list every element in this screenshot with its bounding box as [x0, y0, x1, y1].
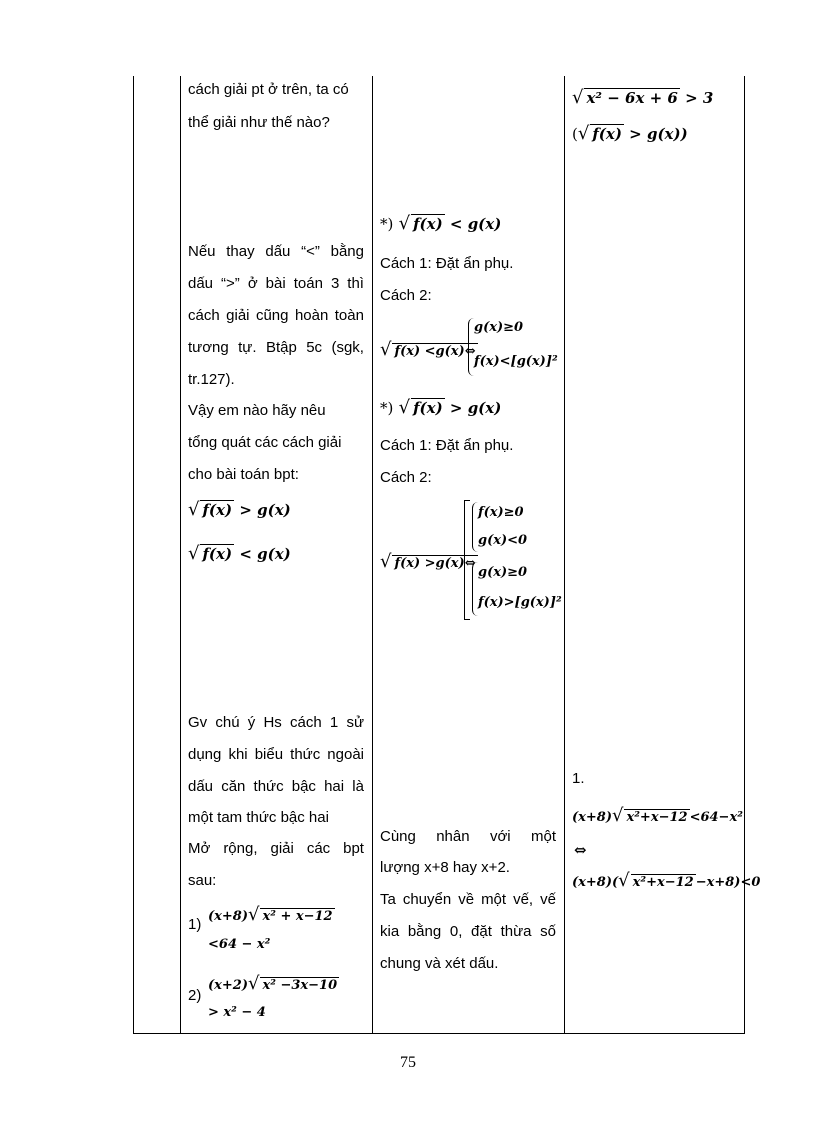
text-line: cách giải cũng hoàn toàn	[188, 307, 364, 324]
inequality-formula: √ f(x) > g(x)	[188, 499, 291, 520]
text-line: Cách 2:	[380, 287, 432, 304]
system-condition: f(x)<[g(x)]²	[474, 354, 558, 369]
column-divider-3	[564, 76, 565, 1034]
text-line: cách giải pt ở trên, ta có	[188, 81, 349, 98]
text-line: dấu căn thức bậc hai là	[188, 778, 364, 795]
exercise-formula: > x² − 4	[208, 1005, 266, 1020]
text-line: Cách 2:	[380, 469, 432, 486]
text-line: Gv chú ý Hs cách 1 sử	[188, 714, 364, 731]
text-line: cho bài toán bpt:	[188, 466, 299, 483]
board-formula: √ x² − 6x + 6 > 3	[572, 87, 714, 108]
equivalence-symbol: ⇔	[574, 841, 587, 859]
text-line: sau:	[188, 872, 217, 889]
text-line: thể giải như thế nào?	[188, 114, 330, 131]
text-line: tr.127).	[188, 371, 235, 388]
text-line: chung và xét dấu.	[380, 955, 499, 972]
system-formula: √ f(x) >g(x)⇔	[380, 551, 476, 572]
system-condition: g(x)≥0	[478, 565, 528, 580]
text-line: Mở rộng, giải các bpt	[188, 840, 364, 857]
exercise-formula: <64 − x²	[208, 937, 271, 952]
table-border-bottom	[133, 1033, 745, 1034]
text-line: Cách 1: Đặt ẩn phụ.	[380, 437, 514, 454]
exercise-number: 1)	[188, 916, 202, 933]
column-divider-2	[372, 76, 373, 1034]
board-formula: (x+8)(√ x²+x−12 −x+8)<0	[572, 870, 761, 891]
exercise-number: 2)	[188, 987, 202, 1004]
system-bracket	[464, 500, 470, 620]
text-line: dụng khi biểu thức ngoài	[188, 746, 364, 763]
text-line: kia bằng 0, đặt thừa số	[380, 923, 556, 940]
exercise-formula: (x+8)√ x² + x−12	[208, 904, 333, 925]
system-condition: f(x)>[g(x)]²	[478, 595, 562, 610]
text-line: tổng quát các cách giải	[188, 434, 342, 451]
case-formula: *) √ f(x) < g(x)	[380, 213, 502, 234]
exercise-formula: (x+2)√ x² −3x−10	[208, 973, 338, 994]
system-formula: √ f(x) <g(x)⇔	[380, 339, 476, 360]
text-line: một tam thức bậc hai	[188, 809, 329, 826]
text-line: lượng x+8 hay x+2.	[380, 859, 510, 876]
text-line: tương tự. Btập 5c (sgk,	[188, 339, 364, 356]
text-line: Nếu thay dấu “<” bằng	[188, 243, 364, 260]
text-line: 1.	[572, 770, 585, 787]
table-border-left	[133, 76, 134, 1034]
text-line: Vậy em nào hãy nêu	[188, 402, 326, 419]
system-condition: f(x)≥0	[478, 505, 524, 520]
system-condition: g(x)<0	[478, 533, 528, 548]
board-formula: (x+8)√ x²+x−12 <64−x²	[572, 805, 743, 826]
inequality-formula: √ f(x) < g(x)	[188, 543, 291, 564]
case-formula: *) √ f(x) > g(x)	[380, 397, 502, 418]
system-condition: g(x)≥0	[474, 320, 524, 335]
text-line: Ta chuyển về một vế, vế	[380, 891, 556, 908]
column-divider-1	[180, 76, 181, 1034]
board-formula: (√ f(x) > g(x))	[572, 123, 688, 144]
text-line: Cách 1: Đặt ẩn phụ.	[380, 255, 514, 272]
page-number: 75	[400, 1054, 416, 1071]
text-line: Cùng nhân với một	[380, 828, 556, 845]
text-line: dấu “>” ở bài toán 3 thì	[188, 275, 364, 292]
